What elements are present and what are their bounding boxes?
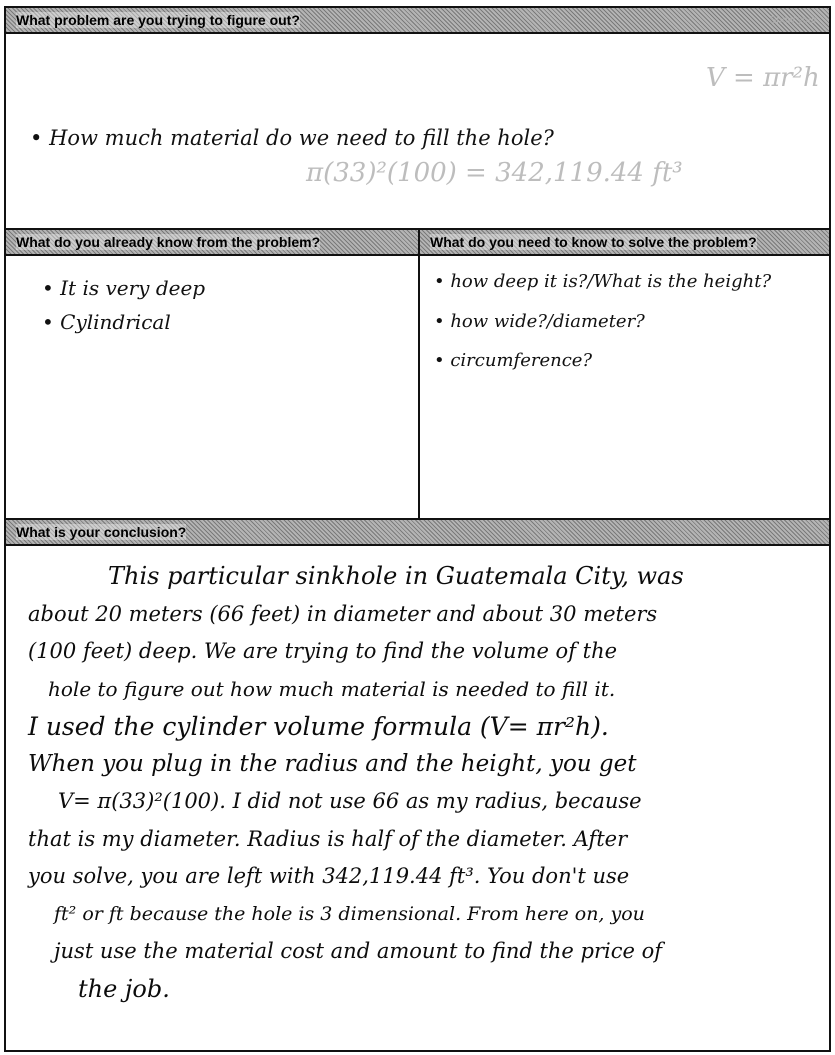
bleed-formula: V = πr²h (706, 63, 820, 93)
known-item: • It is very deep (42, 276, 206, 300)
conclusion-body (28, 558, 808, 1008)
divider (418, 230, 420, 520)
conclusion-line: you solve, you are left with 342,119.44 ft³. You don't use (28, 864, 630, 888)
conclusion-line: V= π(33)²(100). I did not use 66 as my radius, because (58, 789, 642, 813)
need-item: • how deep it is?/What is the height? (434, 271, 772, 292)
conclusion-line: When you plug in the radius and the height, you get (28, 750, 637, 777)
known-header (6, 230, 418, 256)
need-item: • circumference? (434, 350, 593, 371)
problem-header-text: What problem are you trying to figure out? (16, 12, 300, 28)
known-header-text: What do you already know from the problem? (16, 234, 321, 250)
conclusion-line: This particular sinkhole in Guatemala City, was (108, 562, 684, 590)
need-item-text: how wide?/diameter? (450, 311, 645, 332)
conclusion-line: that is my diameter. Radius is half of the diameter. After (28, 826, 628, 851)
conclusion-line: about 20 meters (66 feet) in diameter and about 30 meters (28, 601, 658, 626)
known-item: • Cylindrical (42, 310, 171, 334)
conclusion-line: (100 feet) deep. We are trying to find the volume of the (28, 639, 618, 663)
conclusion-line: just use the material cost and amount to find the price of (54, 939, 663, 963)
problem-item: • How much material do we need to fill the hole? (30, 126, 554, 150)
conclusion-line: hole to figure out how much material is needed to fill it. (48, 676, 616, 701)
need-header (420, 230, 829, 256)
need-item: • how wide?/diameter? (434, 311, 645, 332)
conclusion-line: ft² or ft because the hole is 3 dimensional. From here on, you (54, 902, 645, 925)
known-item-text: It is very deep (60, 276, 206, 300)
problem-header (6, 8, 829, 34)
conclusion-header (6, 520, 829, 546)
need-item-text: how deep it is?/What is the height? (450, 271, 772, 292)
need-header-text: What do you need to know to solve the problem? (430, 234, 757, 250)
conclusion-header-text: What is your conclusion? (16, 524, 187, 540)
conclusion-line: I used the cylinder volume formula (V= πr²h). (28, 712, 609, 741)
need-item-text: circumference? (450, 350, 593, 371)
problem-item-text: How much material do we need to fill the hole? (49, 126, 554, 150)
conclusion-line: the job. (78, 974, 170, 1003)
bleed-calculation: π(33)²(100) = 342,119.44 ft³ (306, 158, 683, 188)
known-item-text: Cylindrical (60, 310, 171, 334)
bleed-corner-text: Show your (769, 15, 817, 26)
worksheet (4, 6, 831, 1052)
